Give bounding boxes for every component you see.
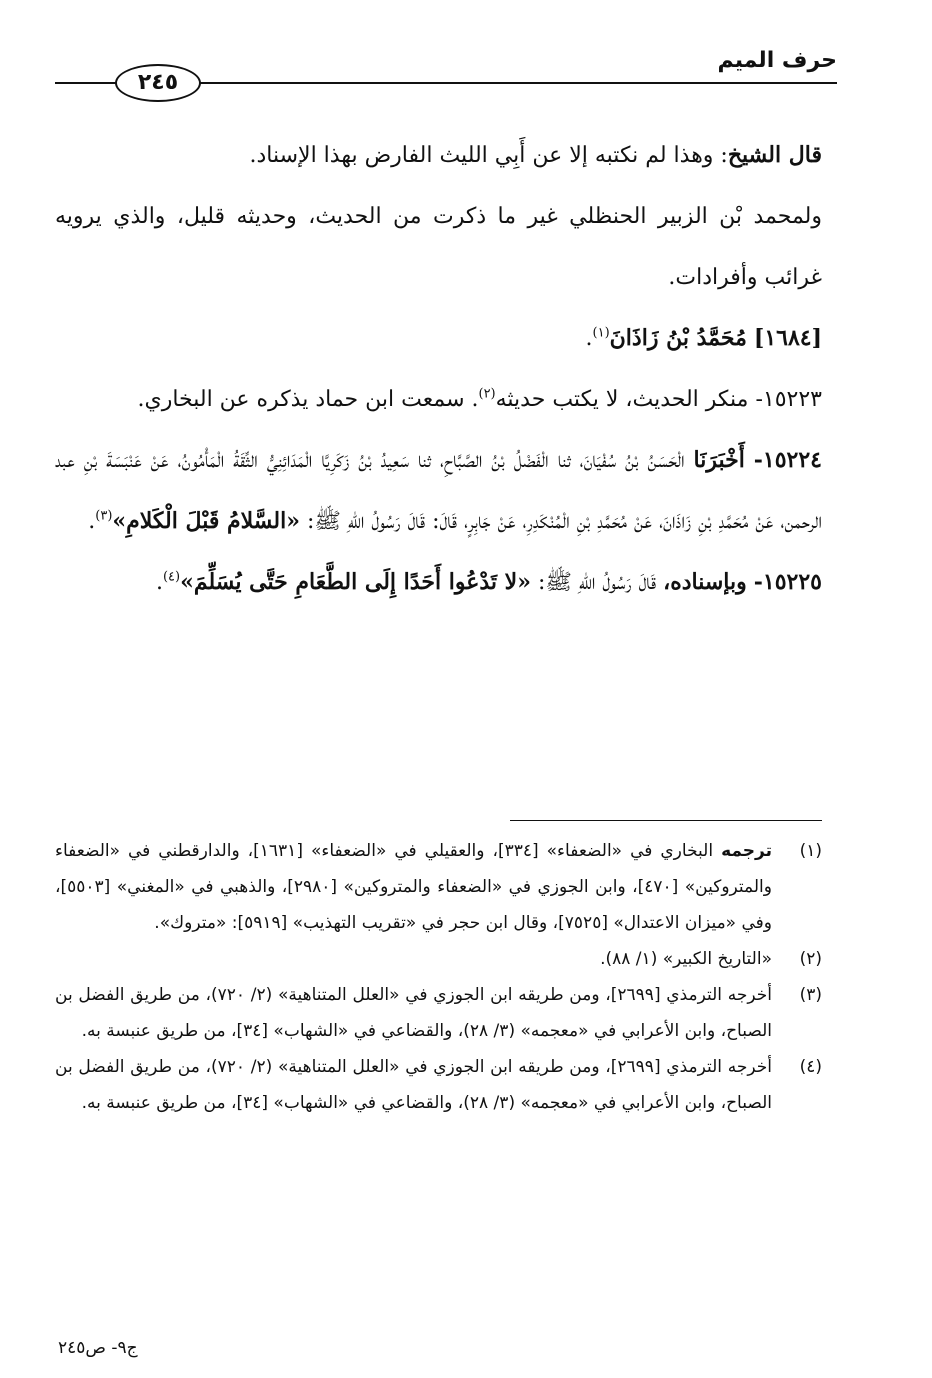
footnote-1 bbox=[55, 833, 822, 941]
footnote-text: أخرجه الترمذي [٢٦٩٩]، ومن طريقه ابن الجوزي في «العلل المتناهية» (٢/ ٧٢٠)، من طريق الفضل بن الصباح، وابن الأعرابي في «معجمه» (٣/ ٢٨)، والقضاعي في «الشهاب» [٣٤]، من طريق عنبسة به. bbox=[55, 985, 772, 1041]
entry-name: مُحَمَّدُ بْنُ زَاذَانَ bbox=[609, 325, 747, 351]
hadith-text: منكر الحديث، لا يكتب حديثه bbox=[495, 387, 749, 412]
footnote-number: (٤) bbox=[799, 1057, 822, 1077]
footnote-4 bbox=[55, 1049, 822, 1121]
paragraph-text: : وهذا لم نكتبه إلا عن أَبِي الليث الفارض بهذا الإسناد. bbox=[249, 143, 728, 168]
footnote-ref: (٤) bbox=[162, 569, 181, 585]
hadith-text: . سمعت ابن حماد يذكره عن البخاري. bbox=[137, 387, 479, 412]
narration-verb: وبإسناده، bbox=[663, 569, 747, 595]
hadith-number: ١٥٢٢٥- bbox=[753, 569, 822, 595]
footnote-bold: ترجمه bbox=[721, 841, 772, 861]
main-text bbox=[55, 125, 822, 613]
hadith-number: ١٥٢٢٤- bbox=[753, 447, 822, 473]
entry-number: [١٦٨٤] bbox=[753, 325, 822, 351]
footnote-number: (١) bbox=[799, 841, 822, 861]
page-header bbox=[55, 40, 837, 100]
volume-page-reference: ج٩- ص٢٤٥ bbox=[58, 1338, 138, 1358]
paragraph-text: ولمحمد بْن الزبير الحنظلي غير ما ذكرت من الحديث، وحديثه قليل، والذي يرويه غرائب وأفرادات. bbox=[55, 204, 822, 290]
footnote-separator bbox=[510, 820, 822, 821]
chapter-title: حرف الميم bbox=[717, 48, 837, 73]
hadith-chain: قَالَ رَسُولُ اللهِ ﷺ: bbox=[537, 570, 657, 595]
entry-end: . bbox=[585, 326, 593, 351]
paragraph-shaykh bbox=[55, 125, 822, 186]
hadith-quote: «لا تَدْعُوا أَحَدًا إِلَى الطَّعَامِ حَتَّى يُسَلِّمَ» bbox=[180, 569, 531, 595]
hadith-15224 bbox=[55, 430, 822, 552]
footnote-3 bbox=[55, 977, 822, 1049]
footnote-ref: (١) bbox=[592, 325, 610, 341]
footnote-ref: (٣) bbox=[95, 508, 113, 524]
footnote-text: أخرجه الترمذي [٢٦٩٩]، ومن طريقه ابن الجوزي في «العلل المتناهية» (٢/ ٧٢٠)، من طريق الفضل بن الصباح، وابن الأعرابي في «معجمه» (٣/ ٢٨)، والقضاعي في «الشهاب» [٣٤]، من طريق عنبسة به. bbox=[55, 1057, 772, 1113]
page-number-badge: ٢٤٥ bbox=[115, 64, 201, 102]
footnote-number: (٣) bbox=[799, 985, 822, 1005]
footnote-text: البخاري في «الضعفاء» [٣٣٤]، والعقيلي في «الضعفاء» [١٦٣١]، والدارقطني في «الضعفاء والمتروكين» [٤٧٠]، وابن الجوزي في «الضعفاء والمتروكين» [٢٩٨٠]، والذهبي في «المغني» [٥٥٠٣]، وفي «ميزان الاعتدال» [٧٥٢٥]، وقال ابن حجر في «تقريب التهذيب» [٥٩١٩]: «متروك». bbox=[55, 841, 772, 933]
hadith-15225 bbox=[55, 552, 822, 613]
hadith-15223 bbox=[55, 369, 822, 430]
paragraph-hanzali bbox=[55, 186, 822, 308]
footnotes bbox=[55, 833, 822, 1121]
footnote-number: (٢) bbox=[799, 949, 822, 969]
footnote-2 bbox=[55, 941, 822, 977]
hadith-end: . bbox=[88, 509, 96, 534]
hadith-end: . bbox=[155, 570, 163, 595]
footnote-ref: (٢) bbox=[478, 386, 496, 402]
hadith-chain: الْحَسَنُ بْنُ سُفْيَانَ، ثنا الْفَضْلُ بْنُ الصَّبَّاحِ، ثنا سَعِيدُ بْنُ زَكَرِيَّا الْمَدَائِنِيُّ الثِّقَةُ الْمَأْمُونُ، عَنْ عَنْبَسَةَ بْنِ عبد الرحمن، عَنْ مُحَمَّدِ بْنِ زَاذَانَ، عَنْ مُحَمَّدِ بْنِ الْمُنْكَدِرِ، عَنْ جَابِرٍ، قَالَ: قَالَ رَسُولُ اللهِ ﷺ: bbox=[55, 448, 822, 534]
entry-heading bbox=[55, 308, 822, 369]
hadith-quote: «السَّلامُ قَبْلَ الْكَلامِ» bbox=[112, 508, 300, 534]
footnote-text: «التاريخ الكبير» (١/ ٨٨). bbox=[600, 949, 772, 969]
speaker-label: قال الشيخ bbox=[727, 142, 822, 168]
hadith-number: ١٥٢٢٣- bbox=[755, 387, 822, 412]
narration-verb: أَخْبَرَنَا bbox=[693, 447, 745, 473]
